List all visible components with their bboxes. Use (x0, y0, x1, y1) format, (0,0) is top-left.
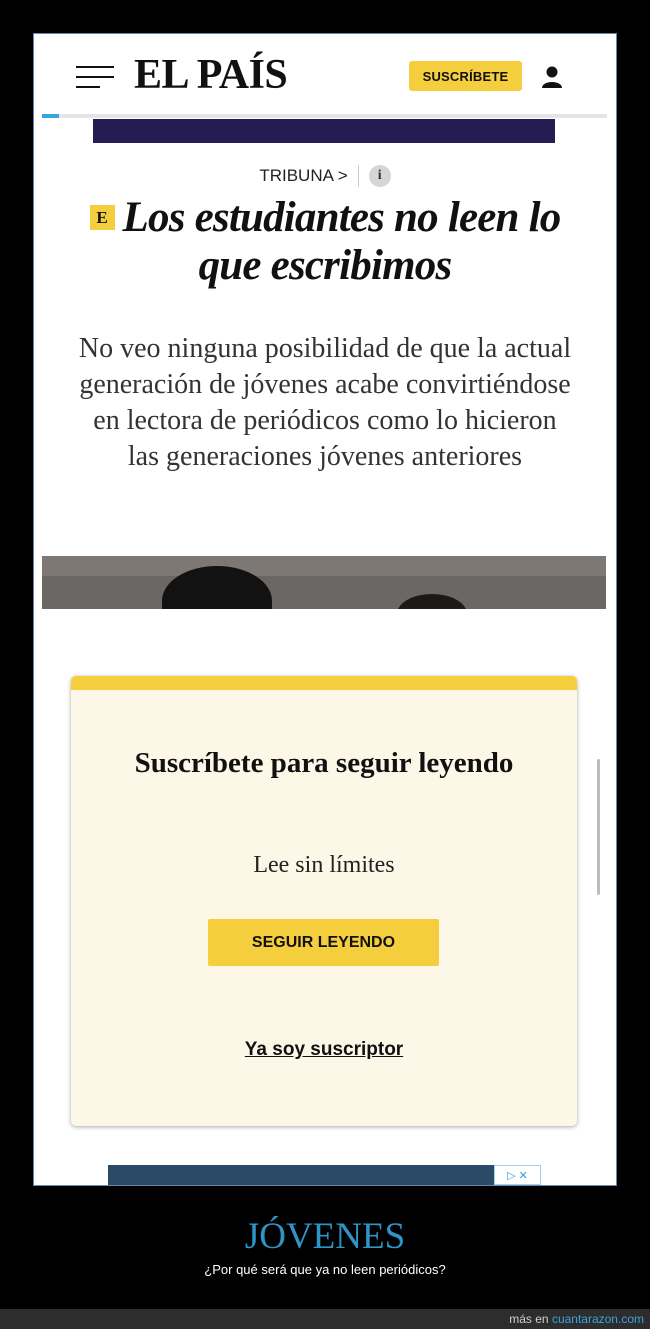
ad-choices-icon[interactable]: ▷ (507, 1169, 516, 1182)
caption-subtitle: ¿Por qué será que ya no leen periódicos? (204, 1262, 446, 1277)
scrollbar[interactable] (597, 759, 600, 895)
phone-screenshot-frame (33, 33, 617, 1186)
already-subscriber-link[interactable]: Ya soy suscriptor (244, 1039, 404, 1060)
top-ad-banner[interactable] (93, 119, 555, 143)
paywall-modal (71, 676, 577, 1126)
site-logo[interactable]: EL PAÍS (134, 52, 288, 98)
site-header (34, 34, 616, 118)
opinion-badge-icon: E (90, 205, 115, 230)
paywall-subtitle: Lee sin límites (253, 852, 395, 878)
section-row (34, 165, 616, 187)
divider (358, 165, 359, 187)
article-headline (74, 194, 576, 290)
footer-bar (0, 1309, 650, 1329)
bottom-ad-banner[interactable] (108, 1165, 541, 1185)
info-icon[interactable]: i (369, 165, 391, 187)
section-link-tribuna[interactable]: TRIBUNA > (259, 166, 348, 185)
footer-site-link[interactable]: cuantarazon.com (551, 1312, 644, 1326)
paywall-title: Suscríbete para seguir leyendo (134, 747, 514, 779)
user-icon[interactable] (539, 64, 565, 90)
subscribe-button[interactable]: SUSCRÍBETE (409, 61, 522, 91)
footer-prefix: más en (509, 1312, 552, 1326)
continue-reading-button[interactable]: SEGUIR LEYENDO (208, 919, 439, 966)
footer-text (509, 1312, 644, 1326)
reading-progress-bar (42, 114, 607, 118)
ad-close-icon[interactable]: ✕ (518, 1169, 528, 1182)
reading-progress-fill (42, 114, 59, 118)
hamburger-menu-icon[interactable] (76, 66, 114, 88)
paywall-accent-bar (71, 676, 577, 690)
caption-title: JÓVENES (244, 1216, 406, 1257)
article-subheadline: No veo ninguna posibilidad de que la actual generación de jóvenes acabe convirtiéndose en lectora de periódicos como lo hicieron las generaciones jóvenes anteriores (78, 333, 572, 472)
ad-choices[interactable] (494, 1165, 541, 1185)
article-photo (42, 556, 606, 609)
headline-text: Los estudiantes no leen lo que escribimos (122, 194, 561, 289)
